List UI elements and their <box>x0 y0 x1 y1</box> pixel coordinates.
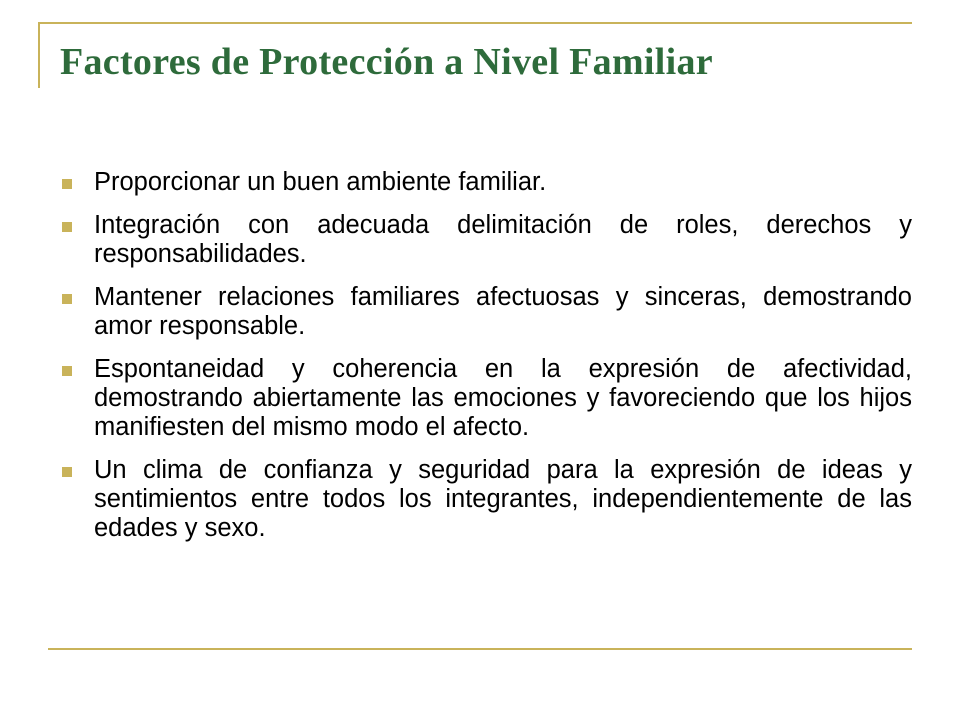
bullet-list <box>62 168 912 557</box>
bottom-rule <box>48 648 912 650</box>
bullet-text: Espontaneidad y coherencia en la expresión de afectividad, demostrando abiertamente las emociones y favoreciendo que los hijos manifiesten del mismo modo el afecto. <box>94 355 912 441</box>
bullet-item <box>62 355 912 442</box>
bullet-item <box>62 283 912 341</box>
square-bullet-icon <box>62 222 72 232</box>
square-bullet-icon <box>62 294 72 304</box>
square-bullet-icon <box>62 366 72 376</box>
square-bullet-icon <box>62 467 72 477</box>
bullet-item <box>62 456 912 543</box>
left-rule <box>38 22 40 88</box>
bullet-item <box>62 168 912 197</box>
slide-title: Factores de Protección a Nivel Familiar <box>60 41 713 83</box>
bullet-text: Integración con adecuada delimitación de roles, derechos y responsabilidades. <box>94 211 912 268</box>
bullet-item <box>62 211 912 269</box>
bullet-text: Mantener relaciones familiares afectuosas y sinceras, demostrando amor responsable. <box>94 283 912 340</box>
top-rule <box>38 22 912 24</box>
bullet-text: Un clima de confianza y seguridad para la expresión de ideas y sentimientos entre todos los integrantes, independientemente de las edades y sexo. <box>94 456 912 542</box>
square-bullet-icon <box>62 179 72 189</box>
bullet-text: Proporcionar un buen ambiente familiar. <box>94 168 547 196</box>
